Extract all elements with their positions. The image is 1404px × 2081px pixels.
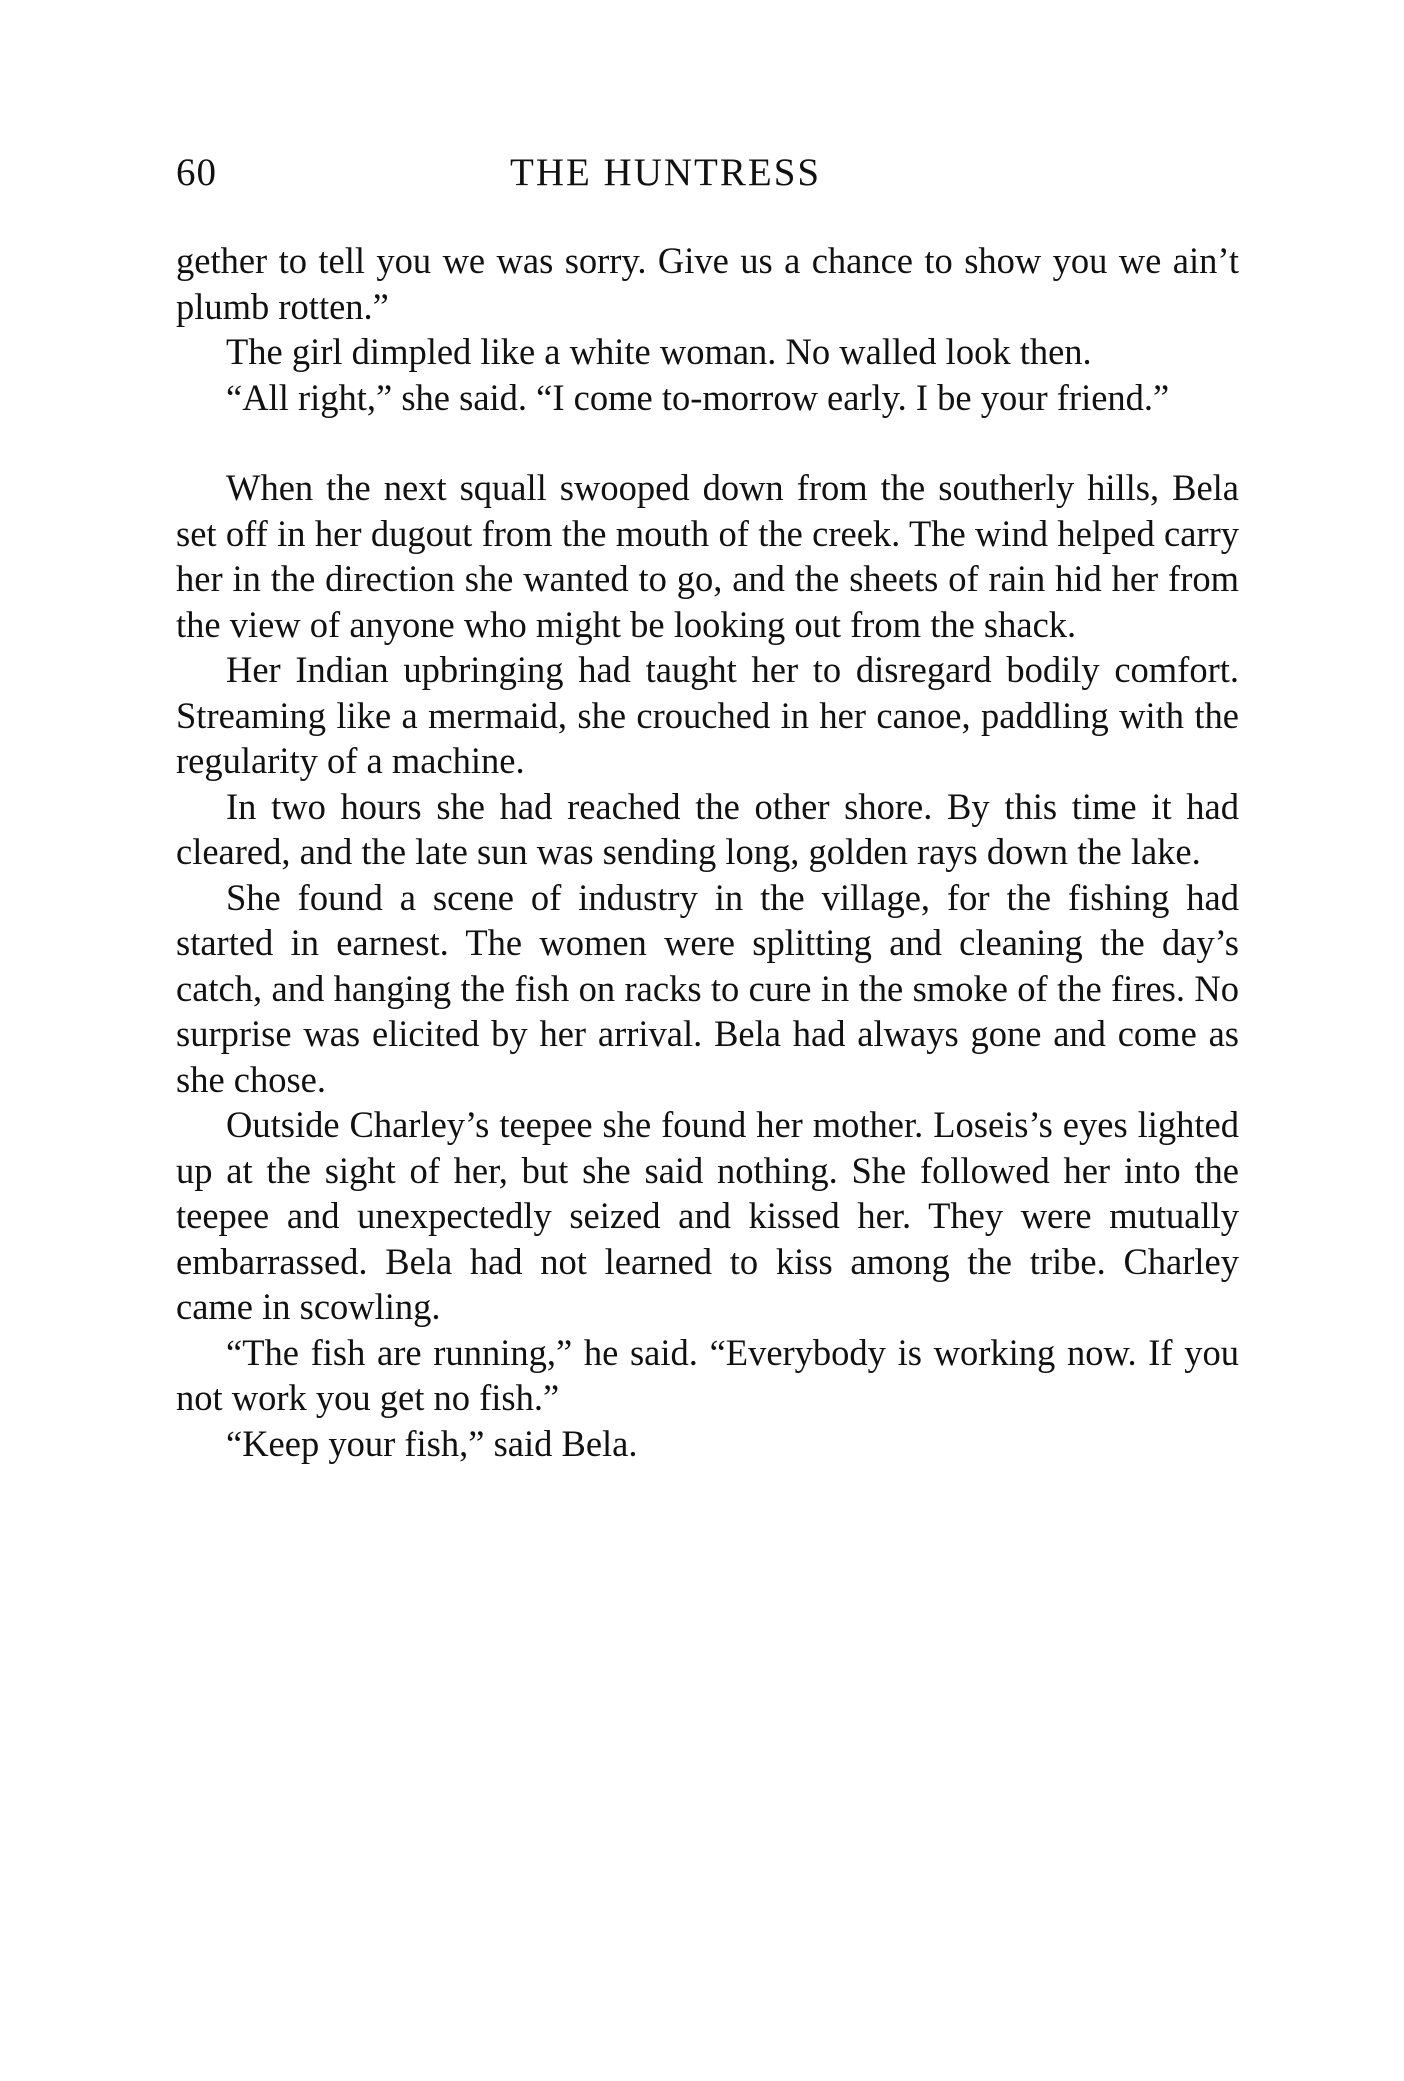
paragraph: When the next squall swooped down from the southerly hills, Bela set off in her dugout from the mouth of the creek. The wind helped carry her in the direction she wanted to go, and the sheets of rain hid her from the view of anyone who might be looking out from the shack. — [176, 467, 1239, 645]
body-text — [176, 238, 1239, 1466]
paragraph: The girl dimpled like a white woman. No walled look then. — [226, 331, 1092, 372]
page-header — [176, 150, 1246, 206]
paragraph: “Keep your fish,” said Bela. — [226, 1422, 638, 1464]
paragraph: Outside Charley’s teepee she found her mother. Loseis’s eyes lighted up at the sight of her, but she said nothing. She followed her into the teepee and unexpectedly seized and kissed her. They were mutually embarrassed. Bela had not learned to kiss among the tribe. Charley came in scowling. — [176, 1104, 1239, 1327]
paragraph: In two hours she had reached the other shore. By this time it had cleared, and the late sun was sending long, golden rays down the lake. — [176, 785, 1239, 872]
paragraph: She found a scene of industry in the village, for the fishing had started in earnest. The women were splitting and cleaning the day’s catch, and hanging the fish on racks to cure in the smoke of the fires. No surprise was elicited by her arrival. Bela had always gone and come as she chose. — [176, 876, 1239, 1100]
section-break — [176, 420, 1239, 465]
paragraph: “All right,” she said. “I come to-morrow early. I be your friend.” — [226, 376, 1170, 418]
paragraph: Her Indian upbringing had taught her to disregard bodily comfort. Streaming like a mermaid, she crouched in her canoe, paddling with the regularity of a machine. — [176, 649, 1239, 781]
page-number: 60 — [176, 151, 217, 194]
paragraph-continued: gether to tell you we was sorry. Give us a chance to show you we ain’t plumb rotten.” — [176, 240, 1239, 327]
paragraph: “The fish are running,” he said. “Everybody is working now. If you not work you get no fish.” — [176, 1331, 1239, 1418]
running-title: THE HUNTRESS — [510, 151, 822, 194]
